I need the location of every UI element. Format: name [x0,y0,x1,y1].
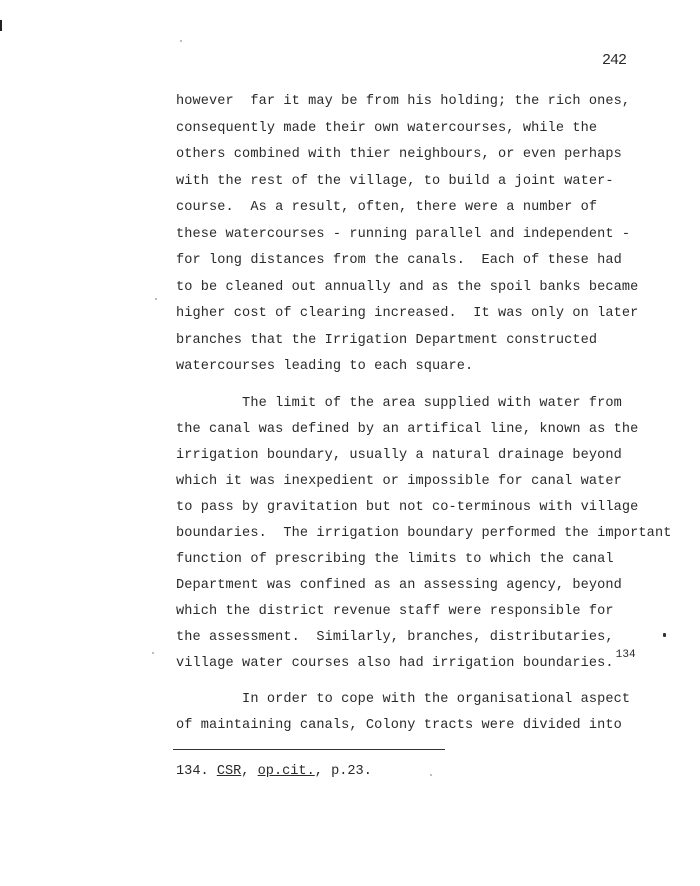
text-line: of maintaining canals, Colony tracts were divided into [176,718,622,733]
text-line: Department was confined as an assessing agency, beyond [176,578,622,593]
text-line: which it was inexpedient or impossible for canal water [176,474,622,489]
footnote-sep: , [241,764,258,779]
scan-speck [180,40,182,42]
text-line: the canal was defined by an artifical line, known as the [176,422,639,437]
text-line: to be cleaned out annually and as the spoil banks became [176,280,639,295]
page-number: 242 [602,52,627,69]
text-line: In order to cope with the organisational aspect [176,692,631,707]
footnote-reference: 134 [615,649,636,661]
text-line: to pass by gravitation but not co-terminous with village [176,500,639,515]
text-line: however far it may be from his holding; the rich ones, [176,94,631,109]
scan-speck [152,652,154,654]
text-line: branches that the Irrigation Department constructed [176,333,598,348]
text-line: others combined with thier neighbours, or even perhaps [176,147,622,162]
text-line: these watercourses - running parallel and independent - [176,227,631,242]
text-line: function of prescribing the limits to which the canal [176,552,614,567]
text-line: for long distances from the canals. Each of these had [176,253,622,268]
text-line: boundaries. The irrigation boundary performed the important [176,526,672,541]
footnote-page: p.23. [331,764,372,779]
footnote-number: 134. [176,764,209,779]
text-line: the assessment. Similarly, branches, distributaries, [176,630,614,645]
text-line-last [176,649,636,671]
footnote-divider [173,749,445,750]
text-line: The limit of the area supplied with water from [176,396,622,411]
scan-speck [430,774,432,776]
text-line: watercourses leading to each square. [176,359,474,374]
text-line: village water courses also had irrigation boundaries. [176,656,614,671]
text-line: higher cost of clearing increased. It was only on later [176,306,639,321]
footnote [176,764,372,779]
text-line: course. As a result, often, there were a number of [176,200,598,215]
scan-edge-mark [0,20,2,31]
text-line: consequently made their own watercourses, while the [176,121,598,136]
text-line: with the rest of the village, to build a joint water- [176,174,614,189]
text-line: irrigation boundary, usually a natural drainage beyond [176,448,622,463]
footnote-sep: , [314,764,332,779]
text-line: which the district revenue staff were responsible for [176,604,614,619]
footnote-source: CSR [216,764,242,779]
footnote-op-cit: op.cit. [257,764,315,779]
scan-speck [663,633,666,637]
scan-speck [155,298,157,300]
